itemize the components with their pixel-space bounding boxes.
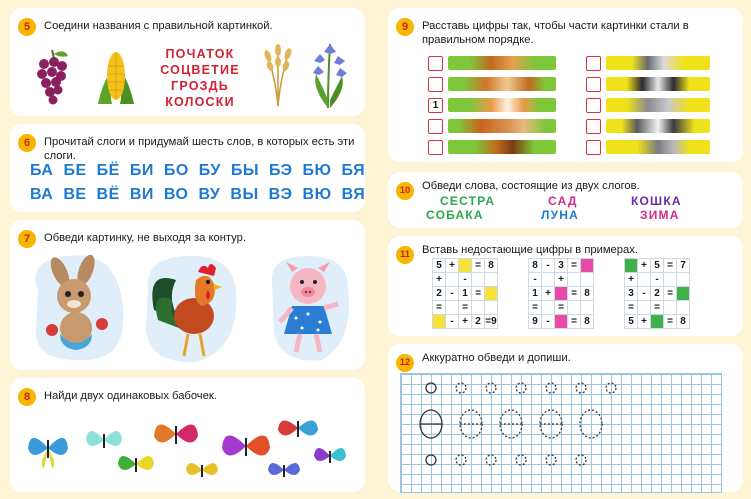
math-cell[interactable] — [485, 273, 497, 286]
butterfly-icon[interactable] — [278, 420, 318, 437]
math-cell: 9 — [529, 315, 541, 328]
order-box[interactable] — [586, 140, 601, 155]
math-cell: + — [459, 315, 471, 328]
math-cell: 1 — [529, 287, 541, 300]
math-cell: = — [664, 259, 676, 272]
math-cell[interactable] — [625, 259, 637, 272]
math-cell: 5 — [433, 259, 445, 272]
math-cell: + — [638, 259, 650, 272]
task-text: Найди двух одинаковых бабочек. — [44, 390, 217, 402]
math-cell[interactable] — [677, 301, 689, 314]
math-cell[interactable] — [472, 273, 484, 286]
word-zima[interactable]: ЗИМА — [640, 208, 680, 222]
task-text: Обведи картинку, не выходя за контур. — [44, 232, 246, 244]
task-8-card — [10, 378, 365, 492]
math-cell: = — [664, 287, 676, 300]
word-pochatok[interactable]: ПОЧАТОК — [165, 47, 235, 61]
butterfly-icon[interactable] — [118, 456, 154, 472]
math-cell: 8 — [677, 315, 689, 328]
math-cell: = — [568, 315, 580, 328]
syllable[interactable]: БУ — [198, 162, 221, 179]
math-cell[interactable] — [568, 301, 580, 314]
math-cell[interactable] — [446, 301, 458, 314]
syllable[interactable]: ВО — [163, 186, 189, 203]
task-9-card — [388, 8, 743, 162]
corn-icon[interactable] — [94, 46, 138, 108]
math-cell[interactable] — [472, 301, 484, 314]
math-grid-1 — [432, 258, 498, 329]
task-number-badge: 8 — [18, 388, 36, 406]
math-cell: 1 — [459, 287, 471, 300]
math-cell: = — [472, 287, 484, 300]
math-cell[interactable] — [446, 273, 458, 286]
syllable[interactable]: БЕ — [63, 162, 87, 179]
task-6-card — [10, 124, 365, 212]
math-cell[interactable] — [651, 315, 663, 328]
math-cell[interactable] — [581, 259, 593, 272]
picture-strip[interactable] — [606, 56, 710, 70]
math-cell: 7 — [677, 259, 689, 272]
math-cell: + — [638, 315, 650, 328]
syllable[interactable]: ВЯ — [341, 186, 366, 203]
word-koloski[interactable]: КОЛОСКИ — [165, 95, 235, 109]
word-sad[interactable]: САД — [548, 194, 578, 208]
wheat-icon[interactable] — [258, 42, 298, 108]
math-grid-3 — [624, 258, 690, 329]
word-sotsvetie[interactable]: СОЦВЕТИЕ — [160, 63, 240, 77]
syllable[interactable]: БЯ — [341, 162, 366, 179]
math-cell[interactable] — [664, 273, 676, 286]
math-cell[interactable] — [568, 273, 580, 286]
math-cell: 2 — [651, 287, 663, 300]
task-number-badge: 5 — [18, 18, 36, 36]
order-box[interactable]: 1 — [428, 98, 443, 113]
math-cell: - — [446, 315, 458, 328]
math-cell: = — [568, 287, 580, 300]
math-cell: + — [555, 273, 567, 286]
task-text: Соедини названия с правильной картинкой. — [44, 20, 273, 32]
task-number-badge: 12 — [396, 354, 414, 372]
math-cell: - — [638, 287, 650, 300]
grapes-icon[interactable] — [32, 48, 72, 108]
syllable[interactable]: БА — [30, 162, 54, 179]
task-10-card — [388, 172, 743, 228]
math-cell: 8 — [529, 259, 541, 272]
butterfly-icon[interactable] — [222, 435, 270, 456]
math-cell: - — [529, 273, 541, 286]
syllable[interactable]: ВУ — [198, 186, 221, 203]
math-cell: 3 — [625, 287, 637, 300]
order-box[interactable] — [428, 77, 443, 92]
syllables-row-v — [30, 186, 375, 204]
butterfly-icon[interactable] — [186, 463, 218, 477]
syllable[interactable]: БИ — [129, 162, 154, 179]
math-cell: = — [664, 315, 676, 328]
task-number-badge: 9 — [396, 18, 414, 36]
word-sobaka[interactable]: СОБАКА — [426, 208, 484, 222]
syllables-row-b — [30, 162, 375, 180]
math-cell: = — [472, 259, 484, 272]
math-cell[interactable] — [555, 315, 567, 328]
picture-strip[interactable] — [606, 140, 710, 154]
syllable[interactable]: ВЫ — [230, 186, 259, 203]
math-cell: 5 — [651, 259, 663, 272]
picture-strip[interactable] — [448, 56, 556, 70]
tracing-shapes — [401, 374, 721, 492]
order-box[interactable] — [428, 140, 443, 155]
butterfly-icon[interactable] — [268, 463, 300, 477]
picture-strip[interactable] — [448, 119, 556, 133]
math-cell: = — [555, 301, 567, 314]
rabbit-icon[interactable] — [28, 252, 128, 364]
syllable[interactable]: БЭ — [269, 162, 293, 179]
picture-strip[interactable] — [448, 140, 556, 154]
syllable[interactable]: ВИ — [129, 186, 154, 203]
task-text: Обведи слова, состоящие из двух слогов. — [422, 180, 640, 192]
task-text: Вставь недостающие цифры в примерах. — [422, 244, 638, 256]
word-sestra[interactable]: СЕСТРА — [440, 194, 496, 208]
word-luna[interactable]: ЛУНА — [541, 208, 580, 222]
math-grid-2 — [528, 258, 594, 329]
math-cell: - — [446, 287, 458, 300]
math-cell[interactable] — [555, 287, 567, 300]
syllable[interactable]: БЁ — [96, 162, 120, 179]
syllable[interactable]: ВА — [30, 186, 54, 203]
picture-strip[interactable] — [606, 119, 710, 133]
task-text: Прочитай слоги и придумай шесть слов, в которых есть эти слоги. — [44, 136, 355, 162]
order-box[interactable] — [586, 56, 601, 71]
order-box[interactable] — [586, 119, 601, 134]
math-cell: =9 — [485, 316, 497, 327]
syllable[interactable]: БЮ — [302, 162, 332, 179]
butterfly-icon[interactable] — [28, 438, 68, 468]
butterfly-icon[interactable] — [86, 431, 122, 448]
task-number-badge: 11 — [396, 246, 414, 264]
word-koshka[interactable]: КОШКА — [631, 194, 682, 208]
math-cell: + — [625, 273, 637, 286]
rooster-icon[interactable] — [136, 250, 244, 366]
math-cell[interactable] — [664, 301, 676, 314]
task-5-card — [10, 8, 365, 116]
butterflies-group — [18, 404, 358, 490]
math-cell[interactable] — [677, 287, 689, 300]
task-number-badge: 7 — [18, 230, 36, 248]
math-cell[interactable] — [638, 301, 650, 314]
syllable[interactable]: БО — [163, 162, 189, 179]
math-cell[interactable] — [485, 287, 497, 300]
math-cell[interactable] — [677, 273, 689, 286]
picture-strip[interactable] — [448, 77, 556, 91]
order-box[interactable] — [428, 119, 443, 134]
picture-strip[interactable] — [606, 98, 710, 112]
math-cell: + — [446, 259, 458, 272]
copybook-grid[interactable] — [400, 373, 722, 493]
math-cell[interactable] — [638, 273, 650, 286]
math-cell: = — [651, 301, 663, 314]
syllable[interactable]: ВЮ — [302, 186, 332, 203]
math-cell: = — [625, 301, 637, 314]
math-cell: - — [651, 273, 663, 286]
flower-icon[interactable] — [306, 38, 352, 110]
task-7-card — [10, 220, 365, 370]
math-cell: - — [542, 259, 554, 272]
math-cell: = — [568, 259, 580, 272]
math-cell[interactable] — [485, 301, 497, 314]
syllable[interactable]: ВЭ — [268, 186, 293, 203]
order-box[interactable] — [428, 56, 443, 71]
syllable[interactable]: БЫ — [230, 162, 260, 179]
pig-icon[interactable] — [262, 252, 356, 364]
math-cell[interactable] — [581, 273, 593, 286]
math-cell: = — [529, 301, 541, 314]
task-11-card — [388, 236, 743, 336]
plant-words — [150, 46, 250, 110]
order-box[interactable] — [586, 98, 601, 113]
math-cell: 8 — [485, 259, 497, 272]
butterfly-icon[interactable] — [154, 424, 198, 444]
butterfly-icon[interactable] — [314, 448, 346, 463]
word-grozd[interactable]: ГРОЗДЬ — [171, 79, 229, 93]
math-cell: 8 — [581, 315, 593, 328]
math-cell[interactable] — [542, 301, 554, 314]
math-cell: 2 — [433, 287, 445, 300]
math-cell[interactable] — [581, 301, 593, 314]
math-cell[interactable] — [459, 259, 471, 272]
math-cell: + — [542, 287, 554, 300]
math-cell[interactable] — [542, 273, 554, 286]
math-cell: - — [542, 315, 554, 328]
math-cell: = — [433, 301, 445, 314]
task-number-badge: 10 — [396, 182, 414, 200]
order-box[interactable] — [586, 77, 601, 92]
math-cell: 2 — [472, 315, 484, 328]
math-cell[interactable] — [433, 315, 445, 328]
task-text: Расставь цифры так, чтобы части картинки стали в правильном порядке. — [422, 20, 689, 46]
math-cell: 5 — [625, 315, 637, 328]
task-number-badge: 6 — [18, 134, 36, 152]
math-cell: 8 — [581, 287, 593, 300]
syllable[interactable]: ВЕ — [63, 186, 87, 203]
syllable[interactable]: ВЁ — [96, 186, 120, 203]
math-cell: + — [433, 273, 445, 286]
math-cell: - — [459, 273, 471, 286]
picture-strip[interactable] — [606, 77, 710, 91]
task-text: Аккуратно обведи и допиши. — [422, 352, 571, 364]
math-cell: 3 — [555, 259, 567, 272]
picture-strip[interactable] — [448, 98, 556, 112]
math-cell: = — [459, 301, 471, 314]
